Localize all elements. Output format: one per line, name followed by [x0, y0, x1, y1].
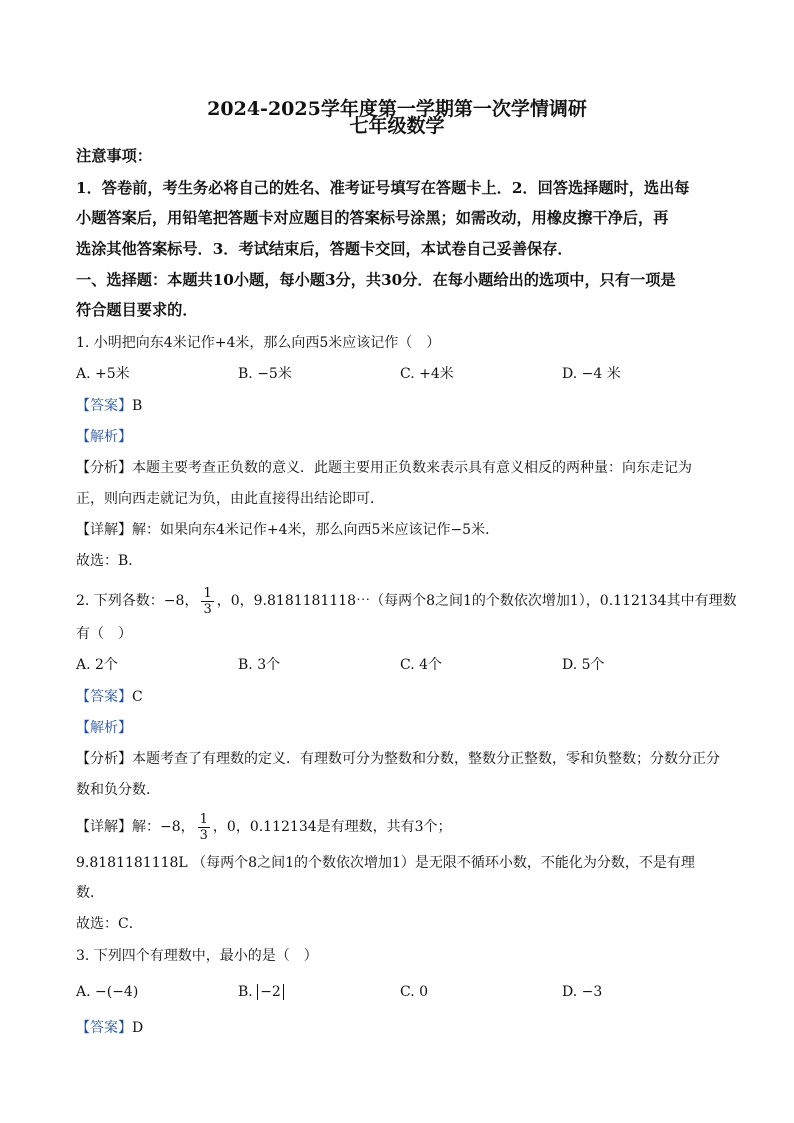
- q2-stem-post: ，0，9.8181181118⋯（每两个8之间1的个数依次增加1），0.112134其中有理数: [216, 593, 737, 609]
- q1-answer: [76, 396, 142, 416]
- q1-detail: [76, 520, 499, 540]
- q1-option-b: B. −5米: [238, 366, 292, 382]
- notice-heading: 注意事项：: [76, 147, 152, 165]
- q3-option-a: A. −(−4): [76, 984, 139, 1000]
- q3-option-d: D. −3: [562, 984, 603, 1000]
- q2-choose: 故选：C．: [76, 916, 143, 932]
- answer-label: 【答案】: [76, 1020, 132, 1036]
- q1-fenxi-line-2: 正，则向西走就记为负，由此直接得出结论即可．: [76, 491, 384, 507]
- notice-line-1: 1．答卷前，考生务必将自己的姓名、准考证号填写在答题卡上．2．回答选择题时，选出每: [76, 179, 690, 197]
- notice-line-2: 小题答案后，用铅笔把答题卡对应题目的答案标号涂黑；如需改动，用橡皮擦干净后，再: [76, 209, 669, 227]
- q2-detail-pre: 解：−8，: [132, 819, 195, 835]
- answer-label: 【答案】: [76, 398, 132, 414]
- q1-option-d: D. −4 米: [562, 366, 621, 382]
- q2-option-b: B. 3个: [238, 657, 281, 673]
- fenxi-label: 【分析】: [76, 751, 132, 767]
- q2-stem: [76, 584, 737, 618]
- q3-answer: [76, 1018, 143, 1038]
- q2-detail: [76, 810, 452, 844]
- q3-answer-value: D: [132, 1020, 144, 1036]
- q2-fenxi-line-1: [76, 749, 720, 769]
- notice-line-3: 选涂其他答案标号．3．考试结束后，答题卡交回，本试卷自己妥善保存．: [76, 240, 573, 258]
- q2-detail-fraction-numerator: 1: [199, 811, 208, 827]
- section-heading-line-1: 一、选择题：本题共10小题，每小题3分，共30分．在每小题给出的选项中，只有一项是: [76, 271, 676, 289]
- q2-fraction-numerator: 1: [203, 585, 212, 601]
- q2-stem-line-2: 有（ ）: [76, 626, 132, 642]
- q1-fenxi-line-1: [76, 458, 692, 478]
- detail-label: 【详解】: [76, 522, 132, 538]
- q3-option-b-abs-value: −2: [257, 984, 284, 1000]
- q1-analysis-label: 【解析】: [76, 429, 132, 445]
- q2-detail-fraction: [198, 812, 210, 843]
- detail-label: 【详解】: [76, 819, 132, 835]
- q2-detail-line-2: 9.8181181118L （每两个8之间1的个数依次增加1）是无限不循环小数，不能化为分数，不是有理: [76, 855, 695, 871]
- q3-option-b-label: B.: [238, 984, 253, 1000]
- q3-stem: 3. 下列四个有理数中，最小的是（ ）: [76, 948, 318, 964]
- page-subtitle: 七年级数学: [349, 115, 445, 137]
- q2-fenxi-line-2: 数和负分数．: [76, 782, 160, 798]
- q2-detail-fraction-denominator: 3: [199, 827, 208, 843]
- q2-detail-post: ，0，0.112134是有理数，共有3个；: [212, 819, 452, 835]
- q2-answer-value: C: [132, 689, 143, 705]
- q2-fraction: [201, 586, 213, 617]
- q2-fenxi-text-1: 本题考查了有理数的定义．有理数可分为整数和分数，整数分正整数，零和负整数；分数分正分: [132, 751, 720, 767]
- q1-choose: 故选：B．: [76, 553, 143, 569]
- fenxi-label: 【分析】: [76, 460, 132, 476]
- q2-fraction-denominator: 3: [203, 601, 212, 617]
- q2-stem-pre: 2. 下列各数：−8，: [76, 593, 199, 609]
- q2-option-a: A. 2个: [76, 657, 118, 673]
- page-title: 2024-2025学年度第一学期第一次学情调研: [207, 98, 587, 120]
- q1-detail-text: 解：如果向东4米记作+4米，那么向西5米应该记作−5米．: [132, 522, 500, 538]
- q1-option-c: C. +4米: [400, 366, 454, 382]
- q2-answer: [76, 687, 143, 707]
- q2-analysis-label: 【解析】: [76, 720, 132, 736]
- answer-label: 【答案】: [76, 689, 132, 705]
- q1-answer-value: B: [132, 398, 143, 414]
- q3-option-b: [238, 982, 284, 1002]
- q2-option-c: C. 4个: [400, 657, 443, 673]
- q2-detail-line-3: 数．: [76, 885, 104, 901]
- q1-stem: 1. 小明把向东4米记作+4米，那么向西5米应该记作（ ）: [76, 335, 441, 351]
- q1-option-a: A. +5米: [76, 366, 130, 382]
- q3-option-c: C. 0: [400, 984, 429, 1000]
- q2-option-d: D. 5个: [562, 657, 605, 673]
- section-heading-line-2: 符合题目要求的．: [76, 301, 198, 319]
- q1-fenxi-text-1: 本题主要考查正负数的意义．此题主要用正负数来表示具有意义相反的两种量：向东走记为: [132, 460, 692, 476]
